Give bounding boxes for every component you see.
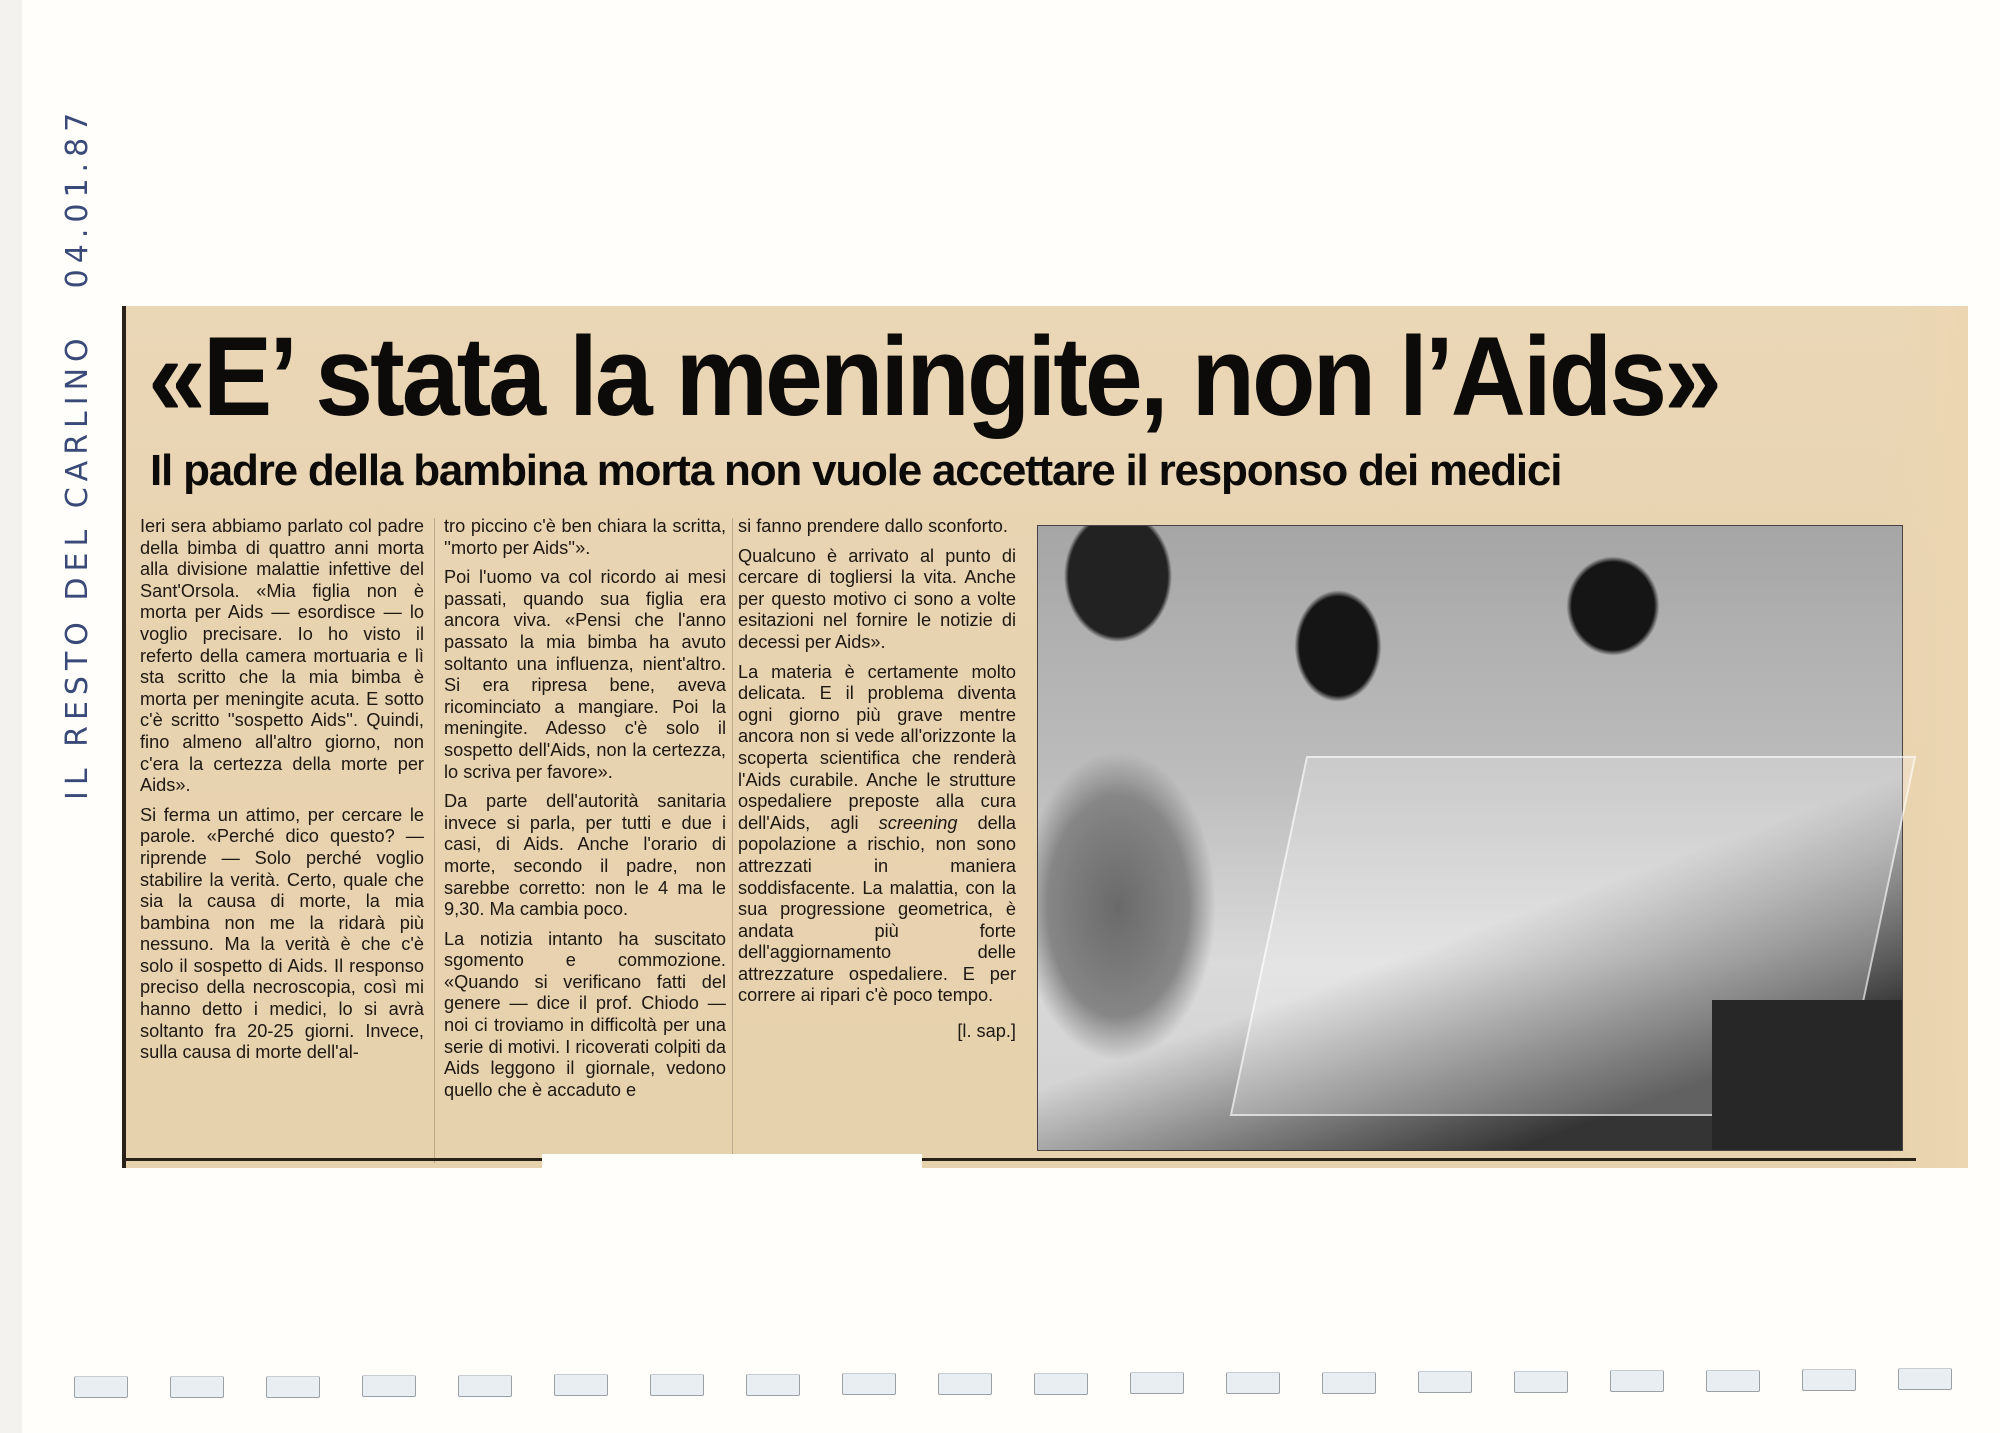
paragraph: Ieri sera abbiamo parlato col padre della bimba di quattro anni morta alla divisione malattie infettive del Sant'Orsola. «Mia figlia non è morta per Aids — esordisce — lo voglio precisare. Io ho visto il referto della camera mortuaria e lì sta scritto che la mia bimba è morta per meningite acuta. E sotto c'è scritto ''sospetto Aids''. Quindi, fino almeno all'altro giorno, non c'era la certezza della morte per Aids». [140, 516, 424, 796]
binder-tab [362, 1375, 416, 1397]
subheadline: Il padre della bambina morta non vuole accettare il responso dei medici [150, 446, 1562, 495]
article-photo [1037, 525, 1903, 1151]
binder-tab [1226, 1372, 1280, 1394]
binder-tab [1514, 1371, 1568, 1393]
headline: «E’ stata la meningite, non l’Aids» [148, 314, 1719, 441]
article-column-3 [738, 516, 1016, 1051]
binder-tab [746, 1374, 800, 1396]
binder-tab-strip [74, 1370, 1954, 1400]
bottom-rule [126, 1158, 1916, 1161]
handwritten-source-note [60, 107, 95, 800]
handwritten-date: 04.01.87 [60, 106, 95, 289]
binder-tab [650, 1374, 704, 1396]
paragraph: si fanno prendere dallo sconforto. [738, 516, 1008, 536]
paragraph-text: La materia è certamente molto delicata. E il problema diventa ogni giorno più grave mentre ancora non si vede all'orizzonte la scoperta scientifica che renderà l'Aids curabile. Anche le strutture ospedaliere preposte alla cura dell'Aids, agli [738, 661, 1016, 833]
column-divider [732, 518, 733, 1163]
italic-term: screening [878, 812, 958, 833]
scan-margin [0, 0, 22, 1433]
binder-tab [842, 1373, 896, 1395]
paragraph [738, 662, 1016, 1008]
column-divider [434, 518, 435, 1163]
binder-tab [554, 1374, 608, 1396]
photo-cabinet-shape [1712, 1000, 1902, 1150]
binder-tab [1802, 1369, 1856, 1391]
binder-tab [74, 1376, 128, 1398]
paragraph: Da parte dell'autorità sanitaria invece si parla, per tutti e due i casi, di Aids. Anche l'orario di morte, secondo il padre, non sarebbe corretto: non le 4 ma le 9,30. Ma cambia poco. [444, 791, 726, 920]
binder-tab [1322, 1372, 1376, 1394]
clipping-tear [542, 1154, 922, 1168]
binder-tab [1034, 1373, 1088, 1395]
article-column-1 [140, 516, 424, 1072]
paragraph: Qualcuno è arrivato al punto di cercare di togliersi la vita. Anche per questo motivo ci sono a volte esitazioni nel fornire le notizie di decessi per Aids». [738, 545, 1016, 652]
author-signoff: [l. sap.] [957, 1021, 1016, 1042]
binder-tab [1130, 1372, 1184, 1394]
handwritten-source: IL RESTO DEL CARLINO [60, 332, 95, 800]
binder-tab [170, 1376, 224, 1398]
paragraph: Si ferma un attimo, per cercare le parole. «Perché dico questo? — riprende — Solo perché voglio stabilire la verità. Certo, quale che sia la causa di morte, la mia bambina non me la ridarà più nessuno. Ma la verità è che c'è solo il sospetto di Aids. Il responso preciso della necroscopia, così mi hanno detto i medici, lo si avrà soltanto fra 20-25 giorni. Invece, sulla causa di morte dell'al- [140, 804, 424, 1063]
article-column-2 [444, 516, 726, 1109]
binder-tab [1706, 1370, 1760, 1392]
paragraph-text: della popolazione a rischio, non sono attrezzati in maniera soddisfacente. La malattia, con la sua progressione geometrica, è andata più forte dell'aggiornamento delle attrezzature ospedaliere. E per correre ai ripari c'è poco tempo. [738, 812, 1016, 1006]
paragraph: La notizia intanto ha suscitato sgomento e commozione. «Quando si verificano fatti del genere — dice il prof. Chiodo — noi ci troviamo in difficoltà per una serie di motivi. I ricoverati colpiti da Aids leggono il giornale, vedono quello che è accaduto e [444, 928, 727, 1100]
binder-tab [1610, 1370, 1664, 1392]
binder-tab [1418, 1371, 1472, 1393]
binder-tab [938, 1373, 992, 1395]
newspaper-clipping [122, 306, 1968, 1168]
binder-tab [266, 1376, 320, 1398]
paragraph: tro piccino c'è ben chiara la scritta, ''morto per Aids''». [444, 516, 726, 558]
paragraph: Poi l'uomo va col ricordo ai mesi passati, quando sua figlia era ancora viva. «Pensi che l'anno passato la mia bimba ha avuto soltanto una influenza, nient'altro. Si era ripresa bene, aveva ricominciato a mangiare. Poi la meningite. Adesso c'è solo il sospetto dell'Aids, non la certezza, lo scriva per favore». [444, 567, 726, 782]
binder-tab [1898, 1368, 1952, 1390]
binder-tab [458, 1375, 512, 1397]
